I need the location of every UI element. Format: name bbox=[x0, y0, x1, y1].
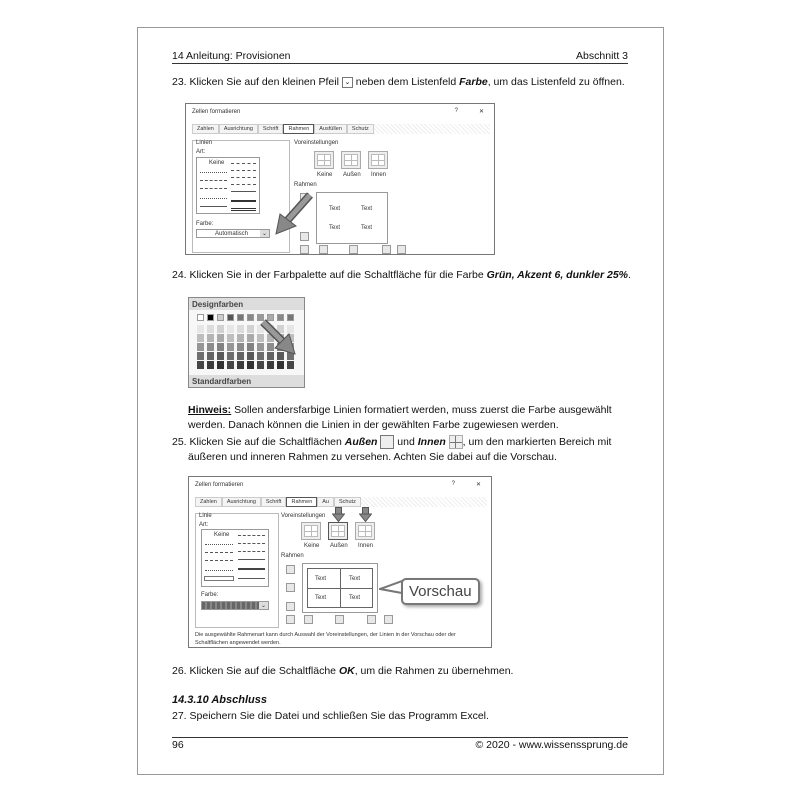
dialog-title: Zellen formatieren bbox=[195, 482, 244, 488]
color-dropdown[interactable] bbox=[201, 601, 269, 610]
border-preview[interactable]: Text Text Text Text bbox=[302, 563, 378, 613]
hint: Hinweis: Sollen andersfarbige Linien formatiert werden, muss zuerst die Farbe ausgewählt bbox=[188, 404, 612, 416]
callout-pointer bbox=[379, 577, 403, 597]
color-swatch[interactable] bbox=[207, 334, 214, 342]
step-24: 24. Klicken Sie in der Farbpalette auf die Schaltfläche für die Farbe Grün, Akzent 6, dunkler 25%. bbox=[172, 269, 631, 281]
arrow-down-icon bbox=[359, 507, 372, 522]
color-swatch[interactable] bbox=[197, 343, 204, 351]
color-dropdown[interactable] bbox=[196, 229, 270, 238]
line-style-list[interactable] bbox=[196, 157, 260, 214]
step-23: 23. Klicken Sie auf den kleinen Pfeil ⌄ neben dem Listenfeld Farbe, um das Listenfeld zu öffnen. bbox=[172, 76, 625, 88]
border-diag-down-button[interactable] bbox=[384, 615, 393, 624]
palette-standard-title: Standardfarben bbox=[189, 375, 304, 387]
preset-label: Innen bbox=[371, 172, 387, 178]
arrow-icon bbox=[274, 192, 314, 236]
color-swatch[interactable] bbox=[227, 343, 234, 351]
help-button[interactable]: ? bbox=[451, 481, 455, 487]
border-right-button[interactable] bbox=[367, 615, 376, 624]
tab-ausfuellen[interactable]: Ausfüllen bbox=[314, 124, 347, 134]
header-chapter: 14 Anleitung: Provisionen bbox=[172, 50, 291, 62]
color-swatch[interactable] bbox=[197, 361, 204, 369]
border-preview[interactable]: Text Text Text Text bbox=[316, 192, 388, 244]
color-swatch[interactable] bbox=[237, 314, 244, 321]
border-right-button[interactable] bbox=[382, 245, 391, 254]
color-swatch[interactable] bbox=[287, 361, 294, 369]
border-diag-up-button[interactable] bbox=[300, 245, 309, 254]
chevron-down-icon[interactable]: ⌄ bbox=[260, 603, 267, 609]
tab-schutz[interactable]: Schutz bbox=[334, 497, 361, 507]
preset-none-button[interactable] bbox=[301, 522, 321, 540]
header-rule bbox=[172, 63, 628, 64]
border-left-button[interactable] bbox=[304, 615, 313, 624]
color-swatch[interactable] bbox=[247, 361, 254, 369]
tab-schutz[interactable]: Schutz bbox=[347, 124, 374, 134]
color-swatch[interactable] bbox=[237, 352, 244, 360]
border-center-button[interactable] bbox=[335, 615, 344, 624]
border-diag-up-button[interactable] bbox=[286, 615, 295, 624]
border-label: Rahmen bbox=[281, 553, 304, 559]
color-palette bbox=[188, 297, 305, 388]
color-swatch[interactable] bbox=[237, 343, 244, 351]
tab-schrift[interactable]: Schrift bbox=[258, 124, 284, 134]
close-button[interactable]: ✕ bbox=[475, 482, 481, 488]
style-label: Art: bbox=[196, 149, 206, 155]
color-label: Farbe: bbox=[201, 592, 219, 598]
color-swatch[interactable] bbox=[207, 352, 214, 360]
border-bottom-button[interactable] bbox=[286, 602, 295, 611]
color-swatch[interactable] bbox=[267, 361, 274, 369]
chevron-down-icon[interactable]: ⌄ bbox=[261, 231, 268, 237]
close-button[interactable]: ✕ bbox=[478, 109, 484, 115]
color-swatch[interactable] bbox=[227, 334, 234, 342]
style-none: Keine bbox=[209, 160, 225, 166]
preset-outline-button[interactable] bbox=[328, 522, 348, 540]
color-swatch[interactable] bbox=[217, 343, 224, 351]
step-25-line2: äußeren und inneren Rahmen zu versehen. Achten Sie dabei auf die Vorschau. bbox=[188, 451, 557, 463]
color-swatch[interactable] bbox=[217, 361, 224, 369]
color-swatch[interactable] bbox=[207, 361, 214, 369]
palette-title: Designfarben bbox=[189, 298, 304, 310]
dialog-note: Die ausgewählte Rahmenart kann durch Auswahl der Voreinstellungen, der Linien in der Vorschau oder der bbox=[195, 632, 456, 638]
preset-inside-button[interactable] bbox=[368, 151, 388, 169]
arrow-icon bbox=[259, 318, 299, 358]
color-label: Farbe: bbox=[196, 221, 214, 227]
tab-zahlen[interactable]: Zahlen bbox=[195, 497, 222, 507]
tab-zahlen[interactable]: Zahlen bbox=[192, 124, 219, 134]
color-swatch[interactable] bbox=[217, 325, 224, 333]
color-swatch[interactable] bbox=[207, 325, 214, 333]
step-26: 26. Klicken Sie auf die Schaltfläche OK, um die Rahmen zu übernehmen. bbox=[172, 665, 514, 677]
preset-label: Keine bbox=[317, 172, 333, 178]
color-swatch[interactable] bbox=[247, 343, 254, 351]
border-diag-down-button[interactable] bbox=[397, 245, 406, 254]
tab-ausfuellen[interactable]: Au bbox=[317, 497, 334, 507]
presets-label: Voreinstellungen bbox=[281, 513, 326, 519]
color-swatch[interactable] bbox=[227, 314, 234, 321]
color-swatch[interactable] bbox=[247, 314, 254, 321]
color-value: Automatisch bbox=[215, 231, 249, 237]
color-swatch[interactable] bbox=[237, 325, 244, 333]
arrow-down-icon bbox=[332, 507, 345, 522]
color-swatch[interactable] bbox=[197, 334, 204, 342]
format-cells-dialog-2: Zellen formatieren ? ✕ Zahlen Ausrichtung Schrift Rahmen Au Schutz Linie Art: Keine Farbe: ⌄ Voreinstellungen Keine Außen Innen Rahmen Text Text Text Text Vorschau Die ausgewählte Rahmenart kann durch Auswahl der Voreinstellungen, der Linien in der Vorschau oder der Schaltflächen angewendet werden. bbox=[188, 476, 492, 648]
border-center-button[interactable] bbox=[349, 245, 358, 254]
page-number: 96 bbox=[172, 739, 184, 751]
color-swatch[interactable] bbox=[217, 352, 224, 360]
help-button[interactable]: ? bbox=[454, 108, 458, 114]
lines-label: Linien bbox=[196, 140, 213, 146]
color-swatch[interactable] bbox=[227, 352, 234, 360]
header-section: Abschnitt 3 bbox=[576, 50, 628, 62]
hint-line2: werden. Danach können die Linien in der gewählten Farbe zugewiesen werden. bbox=[188, 419, 559, 431]
style-label: Art: bbox=[199, 522, 209, 528]
color-swatch[interactable] bbox=[247, 334, 254, 342]
preset-none-button[interactable] bbox=[314, 151, 334, 169]
tab-rahmen[interactable]: Rahmen bbox=[286, 497, 317, 507]
color-swatch[interactable] bbox=[197, 352, 204, 360]
lines-label: Linie bbox=[199, 513, 212, 519]
format-cells-dialog-1 bbox=[185, 103, 495, 255]
color-swatch[interactable] bbox=[197, 325, 204, 333]
tab-ausrichtung[interactable]: Ausrichtung bbox=[219, 124, 258, 134]
inside-border-icon bbox=[449, 435, 463, 449]
tab-ausrichtung[interactable]: Ausrichtung bbox=[222, 497, 261, 507]
dialog-note-line2: Schaltflächen angewendet werden. bbox=[195, 640, 281, 646]
color-swatch[interactable] bbox=[237, 334, 244, 342]
presets-label: Voreinstellungen bbox=[294, 140, 339, 146]
line-style-list[interactable]: Keine bbox=[201, 529, 269, 587]
preview-callout: Vorschau bbox=[401, 578, 480, 605]
step-25: 25. Klicken Sie auf die Schaltflächen Außen und Innen , um den markierten Bereich mit bbox=[172, 435, 612, 448]
color-swatch[interactable] bbox=[227, 361, 234, 369]
color-swatch[interactable] bbox=[207, 314, 214, 321]
preset-inside-button[interactable] bbox=[355, 522, 375, 540]
color-swatch[interactable] bbox=[277, 361, 284, 369]
color-swatch[interactable] bbox=[217, 334, 224, 342]
color-swatch[interactable] bbox=[247, 352, 254, 360]
dialog-title: Zellen formatieren bbox=[192, 109, 241, 115]
color-swatch[interactable] bbox=[217, 314, 224, 321]
border-label: Rahmen bbox=[294, 182, 317, 188]
footer-copyright: © 2020 - www.wissenssprung.de bbox=[475, 739, 628, 751]
color-swatch[interactable] bbox=[247, 325, 254, 333]
color-swatch[interactable] bbox=[237, 361, 244, 369]
preset-label: Außen bbox=[343, 172, 361, 178]
color-swatch[interactable] bbox=[197, 314, 204, 321]
dropdown-arrow-icon: ⌄ bbox=[342, 77, 353, 88]
color-swatch[interactable] bbox=[257, 361, 264, 369]
outline-border-icon bbox=[380, 435, 394, 449]
tab-rahmen[interactable]: Rahmen bbox=[283, 124, 314, 134]
border-middle-button[interactable] bbox=[286, 583, 295, 592]
section-heading: 14.3.10 Abschluss bbox=[172, 694, 267, 706]
border-top-button[interactable] bbox=[286, 565, 295, 574]
color-swatch[interactable] bbox=[207, 343, 214, 351]
footer-rule bbox=[172, 737, 628, 738]
color-swatch[interactable] bbox=[227, 325, 234, 333]
step-27: 27. Speichern Sie die Datei und schließen Sie das Programm Excel. bbox=[172, 710, 489, 722]
tab-schrift[interactable]: Schrift bbox=[261, 497, 287, 507]
preset-outline-button[interactable] bbox=[341, 151, 361, 169]
border-left-button[interactable] bbox=[319, 245, 328, 254]
